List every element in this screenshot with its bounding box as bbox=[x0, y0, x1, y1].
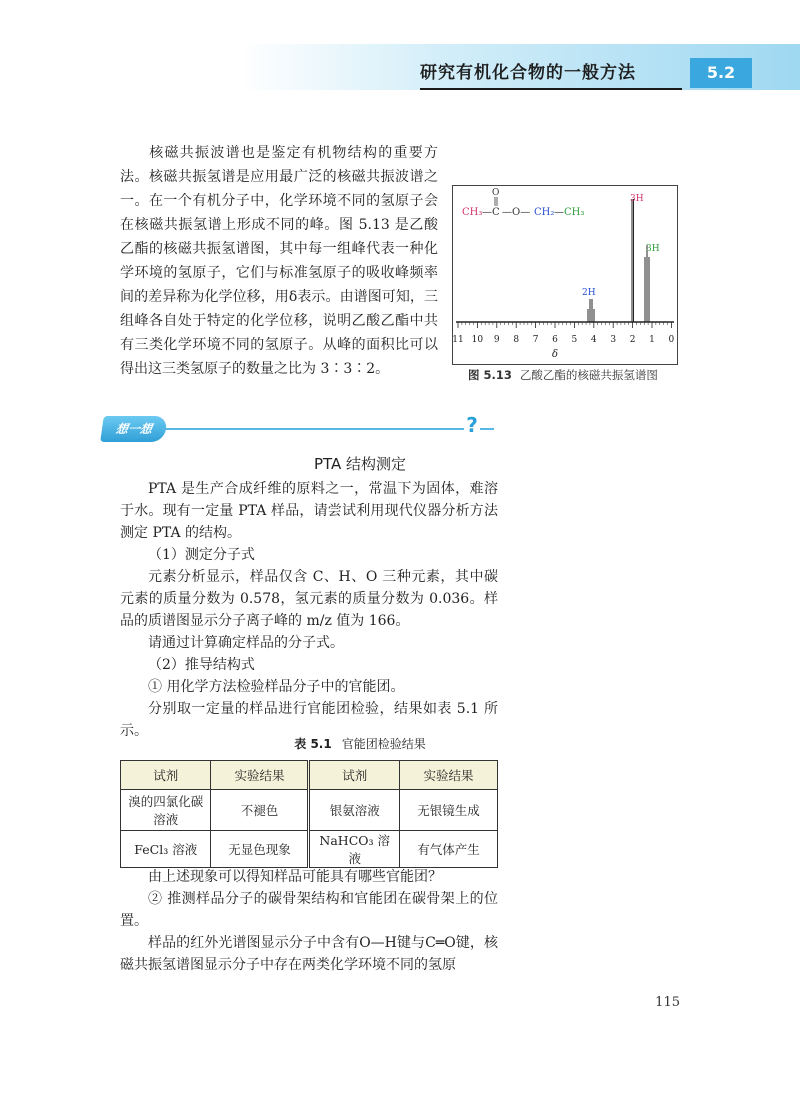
step2-sub1: ① 用化学方法检验样品分子中的官能团。 bbox=[148, 679, 405, 695]
x-tick-label: 6 bbox=[552, 335, 558, 345]
step2-sub1-text: 分别取一定量的样品进行官能团检验，结果如表 5.1 所示。 bbox=[120, 701, 498, 739]
table-cell: 无银镜生成 bbox=[399, 790, 497, 831]
figure-caption bbox=[468, 367, 698, 383]
after-table-question: 由上述现象可以得知样品可能具有哪些官能团？ bbox=[148, 869, 442, 885]
step2-sub2: ② 推测样品分子的碳骨架结构和官能团在碳骨架上的位置。 bbox=[120, 891, 498, 929]
x-tick-label: 0 bbox=[668, 335, 675, 345]
figure-caption-text: 乙酸乙酯的核磁共振氢谱图 bbox=[519, 368, 658, 382]
formula-ch3-right: CH₃ bbox=[564, 207, 585, 218]
table-title bbox=[200, 735, 520, 752]
x-tick-label: 4 bbox=[590, 335, 597, 345]
peak-label-3h-b: 3H bbox=[646, 244, 660, 254]
x-tick-label: 10 bbox=[471, 335, 484, 345]
think-divider-tail bbox=[480, 428, 494, 430]
formula-dash-1: — bbox=[482, 207, 492, 218]
table-cell: FeCl₃ 溶液 bbox=[121, 831, 211, 868]
formula-dash-2: —O— bbox=[502, 207, 531, 218]
table-cell: 无显色现象 bbox=[211, 831, 309, 868]
formula-carbonyl-c: C bbox=[492, 207, 500, 218]
step1-heading: （1）测定分子式 bbox=[148, 547, 255, 563]
task-title: PTA 结构测定 bbox=[313, 455, 407, 473]
table-header-cell: 试剂 bbox=[121, 761, 211, 790]
peak-label-3h-a: 3H bbox=[630, 194, 644, 204]
x-tick-label: 9 bbox=[493, 335, 500, 345]
table-cell: NaHCO₃ 溶液 bbox=[309, 831, 399, 868]
task-intro: PTA 是生产合成纤维的原料之一，常温下为固体，难溶于水。现有一定量 PTA 样品，请尝试利用现代仪器分析方法测定 PTA 的结构。 bbox=[120, 481, 498, 541]
step2-heading: （2）推导结构式 bbox=[148, 657, 255, 673]
intro-text: 核磁共振波谱也是鉴定有机物结构的重要方法。核磁共振氢谱是应用最广泛的核磁共振波谱之一。在一个有机分子中，化学环境不同的氢原子会在核磁共振氢谱上形成不同的峰。图 5.13 是乙酸乙酯的核磁共振氢谱图，其中每一组峰代表一种化学环境的氢原子，它们与标准氢原子的吸收峰频率间的差异称为化学位移，用δ表示。由谱图可知，三组峰各自处于特定的化学位移，说明乙酸乙酯中共有三类化学环境不同的氢原子。从峰的面积比可以得出这三类氢原子的数量之比为 3∶3∶2。 bbox=[120, 145, 438, 377]
x-tick-label: 11 bbox=[452, 335, 464, 345]
x-tick-label: 5 bbox=[571, 335, 578, 345]
formula-carbonyl-o: O bbox=[492, 188, 500, 198]
table-header-cell: 实验结果 bbox=[211, 761, 309, 790]
think-divider bbox=[162, 428, 464, 430]
x-tick-label: 7 bbox=[532, 335, 539, 345]
formula-ch2: CH₂ bbox=[534, 207, 555, 218]
table-cell: 银氨溶液 bbox=[309, 790, 399, 831]
step1-task: 请通过计算确定样品的分子式。 bbox=[148, 635, 344, 651]
x-axis-label: δ bbox=[552, 349, 559, 360]
x-tick-label: 2 bbox=[629, 335, 636, 345]
table-label: 表 5.1 bbox=[294, 737, 332, 751]
peak-label-2h: 2H bbox=[582, 288, 596, 298]
table-cell: 有气体产生 bbox=[399, 831, 497, 868]
table-row bbox=[121, 790, 498, 831]
think-badge: 想一想 bbox=[100, 416, 168, 442]
formula-ch3-left: CH₃ bbox=[462, 207, 483, 218]
table-cell: 溴的四氯化碳溶液 bbox=[121, 790, 211, 831]
figure-label: 图 5.13 bbox=[468, 368, 512, 382]
x-tick-label: 8 bbox=[513, 335, 520, 345]
table-header-cell: 试剂 bbox=[309, 761, 399, 790]
intro-paragraph bbox=[120, 141, 438, 381]
section-number-badge: 5.2 bbox=[690, 58, 752, 88]
page-number: 115 bbox=[655, 995, 680, 1010]
table-header-cell: 实验结果 bbox=[399, 761, 497, 790]
table-header-row bbox=[121, 761, 498, 790]
functional-group-table bbox=[120, 760, 498, 868]
table-title-text: 官能团检验结果 bbox=[341, 737, 426, 751]
nmr-spectrum-figure bbox=[452, 185, 678, 365]
step1-text: 元素分析显示，样品仅含 C、H、O 三种元素，其中碳元素的质量分数为 0.578，氢元素的质量分数为 0.036。样品的质谱图显示分子离子峰的 m/z 值为 166。 bbox=[120, 569, 498, 629]
table-cell: 不褪色 bbox=[211, 790, 309, 831]
final-text: 样品的红外光谱图显示分子中含有O—H键与C═O键，核磁共振氢谱图显示分子中存在两类化学环境不同的氢原 bbox=[120, 935, 498, 973]
section-title: 研究有机化合物的一般方法 bbox=[420, 58, 682, 90]
x-tick-label: 3 bbox=[610, 335, 617, 345]
question-mark-icon: ? bbox=[466, 413, 478, 437]
x-tick-label: 1 bbox=[649, 335, 655, 345]
table-row bbox=[121, 831, 498, 868]
formula-dash-3: — bbox=[554, 207, 564, 218]
